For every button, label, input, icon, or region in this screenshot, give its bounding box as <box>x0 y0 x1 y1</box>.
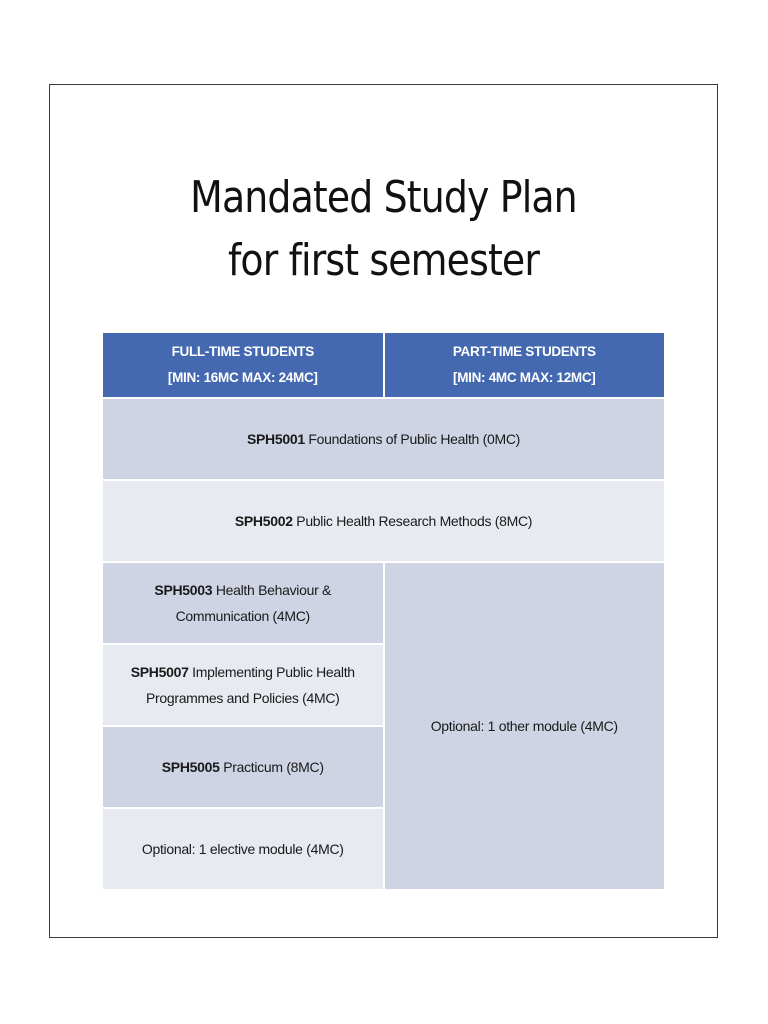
module-code: SPH5002 <box>234 513 293 529</box>
header-full-time-label: FULL-TIME STUDENTS <box>171 344 314 359</box>
module-cell-sph5002 <box>102 480 665 562</box>
module-title: Optional: 1 elective module (4MC) <box>141 841 344 857</box>
module-title: Implementing Public Health Programmes and Policies (4MC) <box>145 664 355 706</box>
page-title-line-2: for first semester <box>227 235 540 286</box>
module-code: SPH5001 <box>246 431 305 447</box>
table-row <box>102 480 665 562</box>
part-time-optional-cell: Optional: 1 other module (4MC) <box>384 562 666 890</box>
table-row <box>102 398 665 480</box>
module-cell-sph5003 <box>102 562 384 644</box>
module-code: SPH5007 <box>130 664 189 680</box>
header-full-time <box>102 332 384 398</box>
module-title: Public Health Research Methods (8MC) <box>292 513 533 529</box>
module-cell-sph5001 <box>102 398 665 480</box>
module-code: SPH5003 <box>154 582 213 598</box>
module-title: Health Behaviour & Communication (4MC) <box>175 582 332 624</box>
module-cell-sph5007 <box>102 644 384 726</box>
slide-frame <box>49 84 718 938</box>
module-cell-elective <box>102 808 384 890</box>
module-code: SPH5005 <box>161 759 220 775</box>
header-part-time <box>384 332 666 398</box>
table-row <box>102 562 665 644</box>
study-plan-table <box>101 331 666 891</box>
page-title-line-1: Mandated Study Plan <box>190 172 577 223</box>
header-full-time-range: [MIN: 16MC MAX: 24MC] <box>167 370 318 385</box>
module-cell-sph5005 <box>102 726 384 808</box>
header-part-time-range: [MIN: 4MC MAX: 12MC] <box>453 370 596 385</box>
module-title: Foundations of Public Health (0MC) <box>304 431 520 447</box>
module-title: Practicum (8MC) <box>219 759 324 775</box>
table-header-row <box>102 332 665 398</box>
header-part-time-label: PART-TIME STUDENTS <box>452 344 596 359</box>
